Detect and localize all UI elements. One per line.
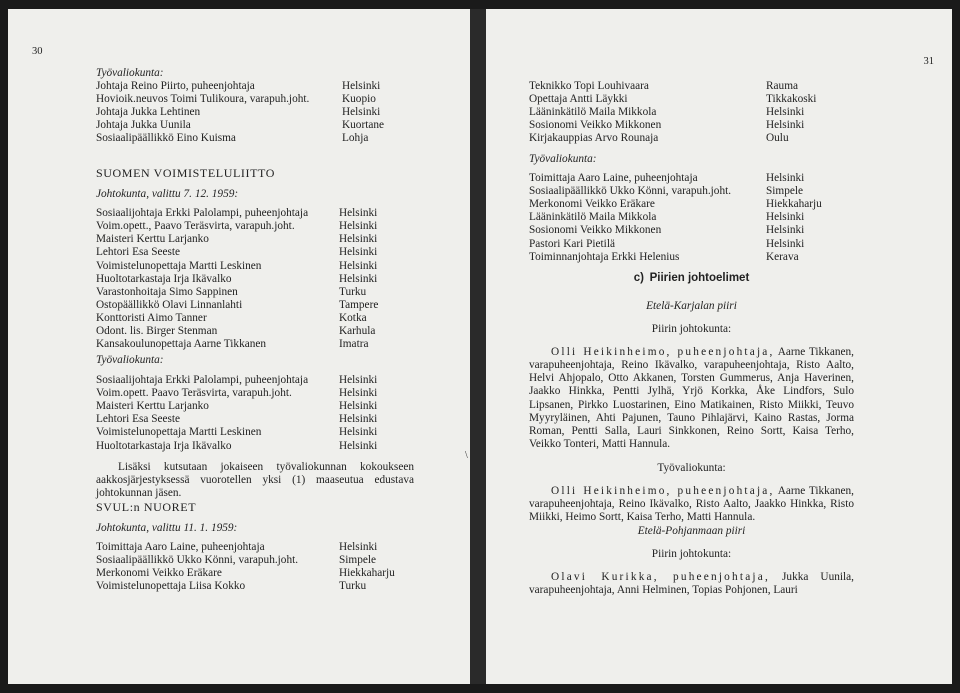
list-item bbox=[529, 93, 816, 106]
list-item bbox=[96, 220, 378, 233]
chair-name: Olli Heikinheimo, puheenjohtaja, bbox=[551, 346, 775, 359]
member-name: Lääninkätilö Maila Mikkola bbox=[529, 211, 657, 224]
member-city: Simpele bbox=[339, 554, 377, 567]
member-name: Voimistelunopettaja Martti Leskinen bbox=[96, 426, 262, 439]
chair-name: Olli Heikinheimo, puheenjohtaja, bbox=[551, 485, 775, 498]
list-item bbox=[96, 80, 384, 93]
list-item bbox=[96, 541, 395, 554]
list-item bbox=[96, 207, 378, 220]
member-city: Imatra bbox=[339, 338, 369, 351]
member-city: Turku bbox=[339, 285, 367, 298]
left-block-svul-nuoret bbox=[96, 501, 395, 594]
section-heading: Työvaliokunta: bbox=[96, 354, 164, 366]
member-city: Helsinki bbox=[339, 400, 378, 413]
member-name: Toiminnanjohtaja Erkki Helenius bbox=[529, 250, 680, 263]
member-city: Simpele bbox=[766, 185, 804, 198]
member-city: Helsinki bbox=[766, 224, 805, 237]
member-name: Johtaja Jukka Uunila bbox=[96, 119, 191, 132]
organization-heading: SVUL:n NUORET bbox=[96, 500, 197, 514]
member-city: Helsinki bbox=[339, 246, 378, 259]
member-name: Ostopäällikkö Olavi Linnanlahti bbox=[96, 298, 243, 311]
member-city: Hiekkaharju bbox=[339, 567, 395, 580]
member-name: Konttoristi Aimo Tanner bbox=[96, 311, 207, 324]
list-item bbox=[529, 106, 816, 119]
list-item bbox=[96, 554, 395, 567]
member-name: Toimittaja Aaro Laine, puheenjohtaja bbox=[96, 541, 265, 554]
member-name: Huoltotarkastaja Irja Ikävalko bbox=[96, 439, 232, 452]
list-item bbox=[529, 211, 822, 224]
member-city: Karhula bbox=[339, 325, 376, 338]
member-name: Odont. lis. Birger Stenman bbox=[96, 325, 218, 338]
member-name: Lehtori Esa Seeste bbox=[96, 413, 181, 426]
list-item bbox=[96, 400, 414, 413]
district-name: Etelä-Karjalan piiri bbox=[646, 300, 737, 312]
section-heading: Työvaliokunta: bbox=[96, 67, 164, 79]
member-city: Kuopio bbox=[342, 93, 376, 106]
list-item bbox=[96, 426, 414, 439]
member-city: Lohja bbox=[342, 132, 369, 145]
board-heading: Piirin johtokunta: bbox=[651, 548, 732, 561]
member-city: Helsinki bbox=[342, 80, 381, 93]
right-block-tyovaliokunta bbox=[529, 153, 822, 264]
member-name: Sosionomi Veikko Mikkonen bbox=[529, 224, 662, 237]
list-item bbox=[96, 106, 384, 119]
section-heading: Työvaliokunta: bbox=[529, 153, 597, 165]
section-title: Piirien johtoelimet bbox=[649, 272, 750, 284]
note-paragraph: Lisäksi kutsutaan jokaiseen työvaliokunnan kokoukseen aakkosjärjestyksessä vuorotellen yksi (1) maaseutua edustava johtokunnan jäsen. bbox=[96, 460, 414, 499]
member-list bbox=[96, 80, 384, 145]
member-name: Kirjakauppias Arvo Rounaja bbox=[529, 132, 659, 145]
board-heading: Piirin johtokunta: bbox=[651, 323, 732, 336]
member-city: Helsinki bbox=[339, 413, 378, 426]
member-city: Tikkakoski bbox=[766, 93, 817, 106]
member-name: Opettaja Antti Läykki bbox=[529, 93, 628, 106]
district-etela-pohjanmaa bbox=[529, 525, 854, 597]
list-item bbox=[96, 413, 414, 426]
board-paragraph bbox=[529, 571, 854, 597]
member-city: Helsinki bbox=[339, 374, 378, 387]
list-item bbox=[96, 299, 378, 312]
list-item bbox=[529, 172, 822, 185]
board-members-text: Aarne Tikkanen, varapuheenjohtaja, Reino Ikävalko, varapuheenjohtaja, Risto Aalto, Helvi Ahjopalo, Otto Akkanen, Torsten Gummerus, Anja Haverinen, Jaakko Hinkka, Pentti Jylhä, Yrjö Korkka, Åke Lindfors, Sulo Lipsanen, Pirkko Luostarinen, Eino Matikainen, Risto Miikki, Teuvo Myyryläinen, Ahti Pajunen, Tauno Pihlajärvi, Kaino Rastas, Jorma Roman, Pentti Salla, Lauri Sinkkonen, Reino Sortt, Kaisa Terho, Veikko Tonteri, Matti Hannula. bbox=[529, 346, 854, 450]
member-name: Voim.opett., Paavo Teräsvirta, varapuh.joht. bbox=[96, 220, 295, 233]
member-name: Maisteri Kerttu Larjanko bbox=[96, 233, 209, 246]
member-name: Kansakoulunopettaja Aarne Tikkanen bbox=[96, 338, 267, 351]
chair-name: Olavi Kurikka, puheenjohtaja, bbox=[551, 571, 770, 584]
list-item bbox=[96, 567, 395, 580]
member-name: Varastonhoitaja Simo Sappinen bbox=[96, 285, 238, 298]
list-item bbox=[96, 374, 414, 387]
member-name: Merkonomi Veikko Eräkare bbox=[96, 567, 222, 580]
member-name: Voimistelunopettaja Martti Leskinen bbox=[96, 259, 262, 272]
book-gutter bbox=[470, 9, 486, 684]
member-city: Helsinki bbox=[339, 207, 378, 220]
list-item bbox=[96, 233, 378, 246]
page-number: 31 bbox=[923, 56, 934, 67]
member-list bbox=[96, 207, 378, 351]
list-item bbox=[96, 440, 414, 453]
list-item bbox=[96, 93, 384, 106]
member-name: Toimittaja Aaro Laine, puheenjohtaja bbox=[529, 172, 698, 185]
member-city: Kotka bbox=[339, 311, 367, 324]
member-name: Johtaja Jukka Lehtinen bbox=[96, 106, 201, 119]
member-city: Helsinki bbox=[339, 259, 378, 272]
list-item bbox=[96, 273, 378, 286]
list-item bbox=[96, 312, 378, 325]
board-members-text: Jukka Uunila, varapuheenjohtaja, Anni Helminen, Topias Pohjonen, Lauri bbox=[529, 571, 854, 597]
list-item bbox=[529, 80, 816, 93]
member-city: Helsinki bbox=[766, 237, 805, 250]
member-city: Helsinki bbox=[766, 106, 805, 119]
list-item bbox=[96, 580, 395, 593]
member-name: Sosionomi Veikko Mikkonen bbox=[529, 119, 662, 132]
list-item bbox=[96, 338, 378, 351]
list-item bbox=[96, 387, 414, 400]
member-city: Helsinki bbox=[766, 211, 805, 224]
list-item bbox=[96, 119, 384, 132]
member-name: Johtaja Reino Piirto, puheenjohtaja bbox=[96, 80, 255, 93]
section-label: c) bbox=[633, 272, 644, 284]
right-block-members bbox=[529, 80, 816, 145]
member-city: Helsinki bbox=[339, 541, 378, 554]
right-page bbox=[486, 9, 952, 684]
organization-heading: SUOMEN VOIMISTELULIITTO bbox=[96, 166, 276, 180]
member-city: Kuortane bbox=[342, 119, 385, 132]
committee-members-text: Aarne Tikkanen, varapuheenjohtaja, Reino Ikävalko, Risto Aalto, Jaakko Hinkka, Risto Miikki, Heimo Sortt, Kaisa Terho, Matti Hannula. bbox=[529, 485, 854, 524]
member-name: Sosiaalipäällikkö Eino Kuisma bbox=[96, 132, 236, 145]
list-item bbox=[96, 260, 378, 273]
member-name: Sosiaalijohtaja Erkki Palolampi, puheenjohtaja bbox=[96, 207, 309, 220]
list-item bbox=[529, 132, 816, 145]
list-item bbox=[96, 246, 378, 259]
member-city: Helsinki bbox=[339, 220, 378, 233]
margin-mark: \ bbox=[465, 450, 468, 461]
member-city: Helsinki bbox=[342, 106, 381, 119]
page-number: 30 bbox=[32, 46, 43, 57]
member-name: Huoltotarkastaja Irja Ikävalko bbox=[96, 272, 232, 285]
district-etela-karjala bbox=[529, 300, 854, 524]
member-city: Helsinki bbox=[766, 172, 805, 185]
member-city: Hiekkaharju bbox=[766, 198, 822, 211]
committee-heading: Työvaliokunta: bbox=[657, 461, 726, 474]
member-name: Maisteri Kerttu Larjanko bbox=[96, 400, 209, 413]
member-city: Rauma bbox=[766, 80, 798, 92]
member-name: Voim.opett. Paavo Teräsvirta, varapuh.joht. bbox=[96, 387, 292, 400]
list-item bbox=[529, 224, 822, 237]
member-name: Hovioik.neuvos Toimi Tulikoura, varapuh.joht. bbox=[96, 93, 310, 106]
list-item bbox=[96, 132, 384, 145]
member-name: Merkonomi Veikko Eräkare bbox=[529, 198, 655, 211]
list-item bbox=[96, 325, 378, 338]
left-block-voimisteluliitto bbox=[96, 167, 378, 351]
list-item bbox=[96, 286, 378, 299]
member-name: Pastori Kari Pietilä bbox=[529, 237, 615, 250]
member-city: Helsinki bbox=[339, 426, 378, 439]
member-name: Lehtori Esa Seeste bbox=[96, 246, 181, 259]
member-city: Oulu bbox=[766, 132, 789, 145]
member-list bbox=[96, 541, 395, 593]
list-item bbox=[529, 119, 816, 132]
list-item bbox=[529, 238, 822, 251]
member-name: Teknikko Topi Louhivaara bbox=[529, 80, 649, 92]
district-name: Etelä-Pohjanmaan piiri bbox=[637, 525, 746, 537]
list-item bbox=[529, 198, 822, 211]
left-page bbox=[8, 9, 470, 684]
board-paragraph bbox=[529, 346, 854, 451]
left-block-tyovaliokunta-2 bbox=[96, 354, 414, 500]
list-item bbox=[529, 185, 822, 198]
member-name: Voimistelunopettaja Liisa Kokko bbox=[96, 580, 246, 593]
board-subheading: Johtokunta, valittu 7. 12. 1959: bbox=[96, 188, 239, 201]
member-name: Sosiaalipäällikkö Ukko Könni, varapuh.joht. bbox=[529, 185, 732, 198]
member-city: Kerava bbox=[766, 250, 799, 263]
list-item bbox=[529, 251, 822, 264]
committee-paragraph bbox=[529, 485, 854, 524]
member-city: Helsinki bbox=[339, 387, 378, 400]
member-city: Helsinki bbox=[339, 233, 378, 246]
member-name: Lääninkätilö Maila Mikkola bbox=[529, 106, 657, 119]
section-c-heading bbox=[529, 272, 854, 285]
member-city: Helsinki bbox=[339, 439, 378, 452]
member-city: Tampere bbox=[339, 298, 379, 311]
member-name: Sosiaalipäällikkö Ukko Könni, varapuh.joht. bbox=[96, 554, 299, 567]
member-city: Helsinki bbox=[339, 272, 378, 285]
board-subheading: Johtokunta, valittu 11. 1. 1959: bbox=[96, 522, 238, 535]
left-block-tyovaliokunta bbox=[96, 67, 384, 146]
member-city: Helsinki bbox=[766, 119, 805, 132]
member-list bbox=[96, 374, 414, 453]
member-name: Sosiaalijohtaja Erkki Palolampi, puheenjohtaja bbox=[96, 374, 309, 387]
member-city: Turku bbox=[339, 580, 367, 593]
